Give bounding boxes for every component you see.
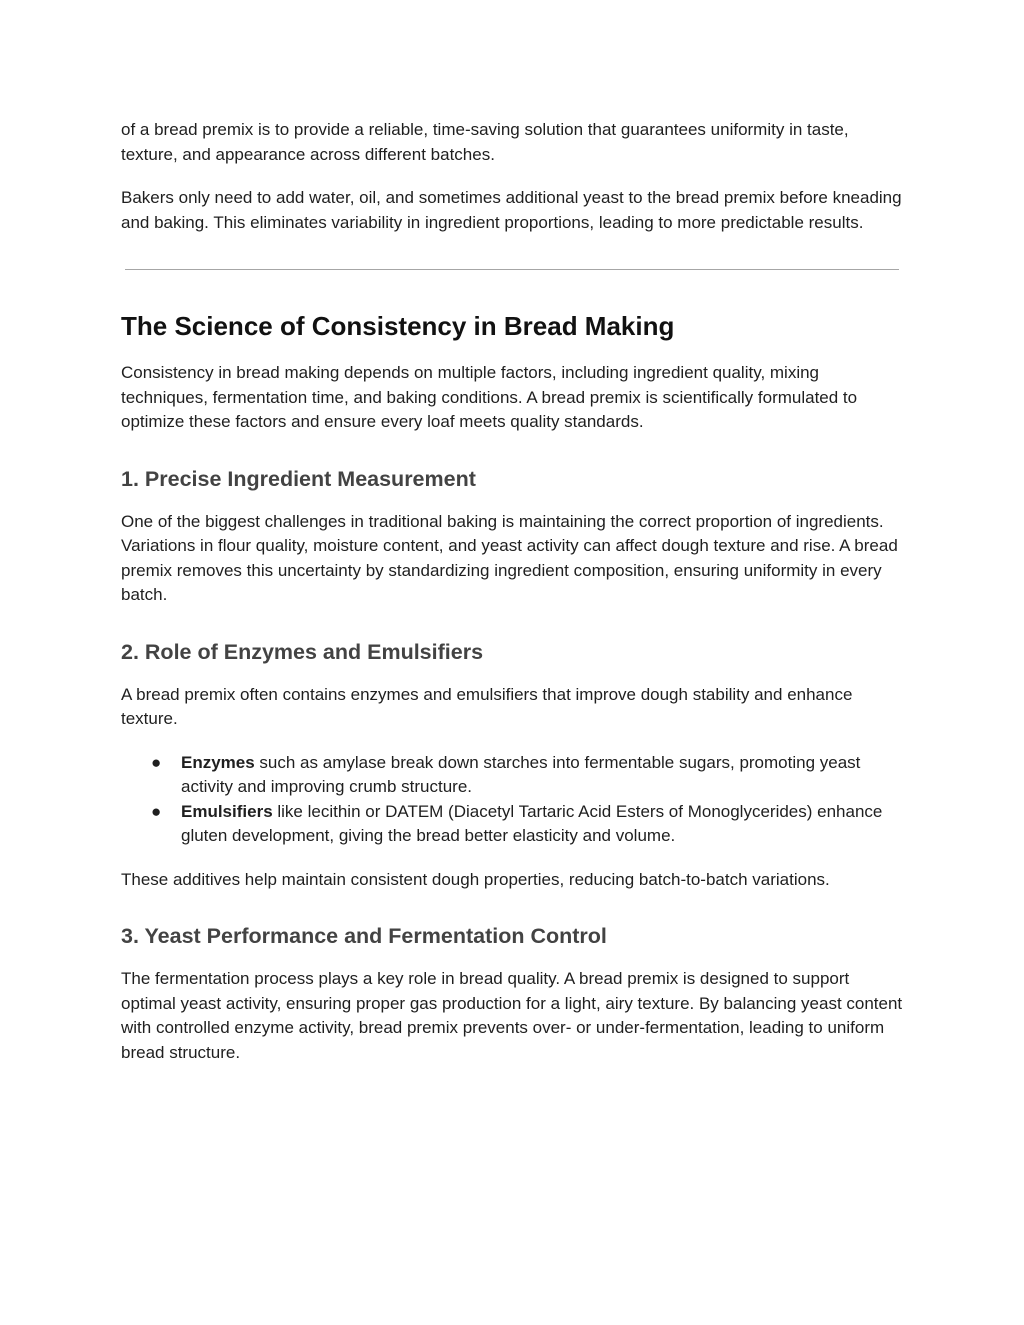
additives-list (121, 751, 903, 849)
enzymes-emulsifiers-paragraph: A bread premix often contains enzymes and emulsifiers that improve dough stability and enhance texture. (121, 684, 853, 728)
horizontal-divider (125, 269, 899, 270)
list-item-text: such as amylase break down starches into fermentable sugars, promoting yeast activity and improving crumb structure. (181, 752, 861, 796)
section-heading: The Science of Consistency in Bread Making (121, 311, 675, 341)
subheading-yeast-fermentation: 3. Yeast Performance and Fermentation Control (121, 924, 607, 948)
intro-paragraph-1: of a bread premix is to provide a reliable, time-saving solution that guarantees uniformity in taste, texture, and appearance across different batches. (121, 120, 849, 164)
bullet-icon: ● (151, 752, 162, 772)
list-item (121, 751, 903, 800)
bullet-icon: ● (151, 801, 162, 821)
additives-summary-paragraph: These additives help maintain consistent dough properties, reducing batch-to-batch variations. (121, 869, 830, 889)
list-item-term: Enzymes (181, 752, 255, 772)
subheading-ingredient-measurement: 1. Precise Ingredient Measurement (121, 466, 476, 491)
list-item (121, 800, 903, 849)
subheading-enzymes-emulsifiers: 2. Role of Enzymes and Emulsifiers (121, 639, 484, 664)
yeast-fermentation-paragraph: The fermentation process plays a key role in bread quality. A bread premix is designed to support optimal yeast activity, ensuring proper gas production for a light, airy texture. By balancing yeast content with controlled enzyme activity, bread premix prevents over- or under-fermentation, leading to uniform bread structure. (121, 969, 903, 1062)
list-item-term: Emulsifiers (181, 801, 273, 821)
intro-paragraph-2: Bakers only need to add water, oil, and sometimes additional yeast to the bread premix before kneading and baking. This eliminates variability in ingredient proportions, leading to more predictable results. (121, 188, 902, 232)
document-page (121, 118, 903, 1065)
ingredient-measurement-paragraph: One of the biggest challenges in traditional baking is maintaining the correct proportion of ingredients. Variations in flour quality, moisture content, and yeast activity can affect dough texture and rise. A bread premix removes this uncertainty by standardizing ingredient composition, ensuring uniformity in every batch. (121, 511, 898, 604)
list-item-text: like lecithin or DATEM (Diacetyl Tartaric Acid Esters of Monoglycerides) enhance gluten development, giving the bread better elasticity and volume. (181, 801, 883, 845)
section-paragraph: Consistency in bread making depends on multiple factors, including ingredient quality, mixing techniques, fermentation time, and baking conditions. A bread premix is scientifically formulated to optimize these factors and ensure every loaf meets quality standards. (121, 363, 858, 431)
